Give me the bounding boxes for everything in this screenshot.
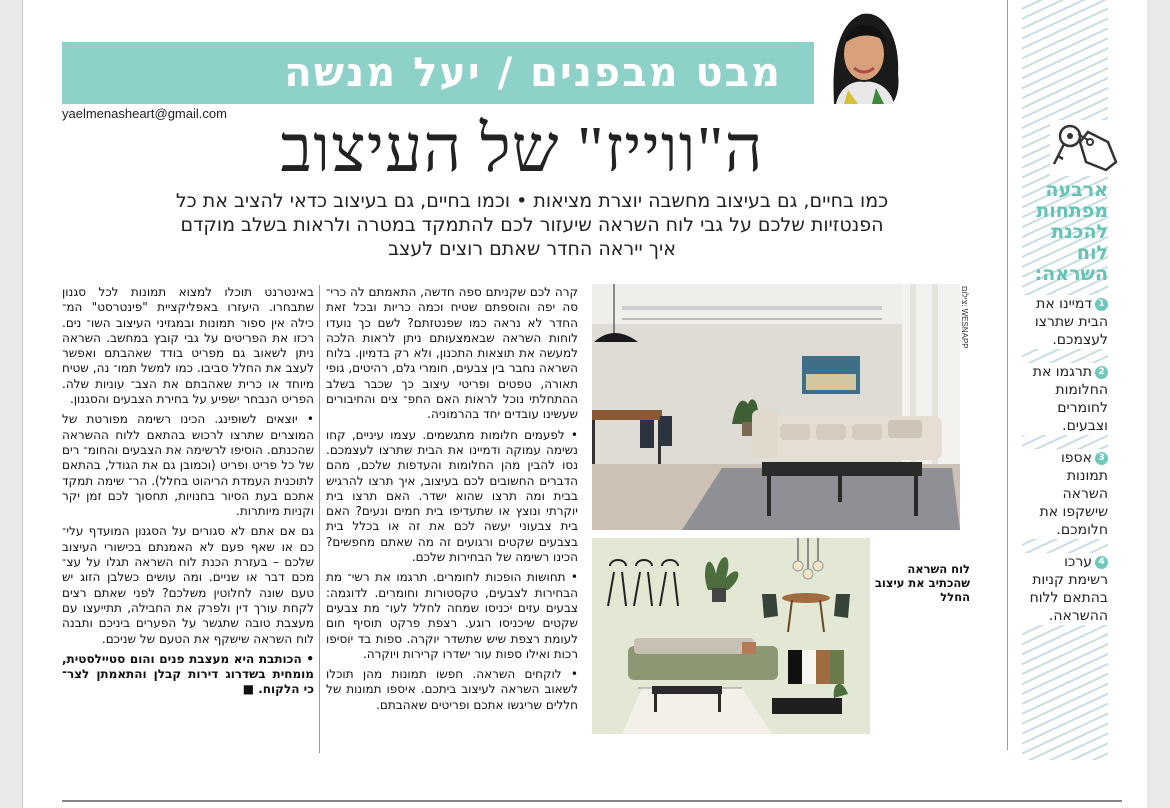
mood-board-caption: לוח השראה שהכתיב את עיצוב החלל xyxy=(874,562,970,604)
column-divider xyxy=(319,285,320,753)
step-number-badge: 2 xyxy=(1095,366,1108,379)
sidebar-box xyxy=(1022,180,1108,639)
paragraph: באינטרנט תוכלו למצוא תמונות לכל סגנון שתבחרו. היעזרו באפליקציית "פינטרסט" המ־ כילה אין ספור תמונות ובמגזיני העיצוב השו־ נים. רכזו את הפריטים על גבי קובץ במחשב. השראה ניתן לשאוב גם מפריט בודד שאהבתם ואפשר לעצב את החלל סביבו. כמו למשל תמו־ נה, שטיח מיוחד או כרית שאהבתם את הצב־ עוניות שלה. הפריט הנבחר ישפיע על בחירת הצבעים והסגנון. xyxy=(62,285,314,407)
article-title: ה"ווייז" של העיצוב xyxy=(280,113,764,186)
sidebar-title: ארבעה מפתחות להכנת לוח השראה: xyxy=(1034,179,1108,285)
sidebar-item xyxy=(1022,553,1108,625)
text-column-middle xyxy=(326,285,578,718)
text-column-left xyxy=(62,285,314,703)
paragraph: • תחושות הופכות לחומרים. תרגמו את רשי־ מת הבחירות לצבעים, טקסטורות וחומרים. לדוגמה: צבעים עזים יכניסו שמחה לחלל לעו־ מת צבעים שקטים שיכניסו רוגע. רצפת פרקט תוסיף חום לעומת רצפת שיש שתשדר יוקרה. ספות בד יוסיפו רכות ואילו ספות עור ישדרו קרירות ויוקרה. xyxy=(326,570,578,661)
paragraph: גם אם אתם לא סגורים על הסגנון המועדף עלי־ כם או שאף פעם לא האמנתם בכישורי העיצוב שלכם – בעזרת הכנת לוח השראה תגלו על עצ־ מכם דבר או שניים. ומה עושים כשלבן הזוג יש טעם שונה לחלוטין משלכם? לפני שאתם רצים לקחת עורך דין ולפרק את החבילה, תתייעצו עם מעצבת טובה שתגשר על הפערים ביניכם ותבנה לוח השראה שישקף את הטעם של שניכם. xyxy=(62,524,314,646)
newspaper-page xyxy=(22,0,1147,808)
sidebar-item xyxy=(1022,363,1108,435)
article-subtitle: כמו בחיים, גם בעיצוב מחשבה יוצרת מציאות • וכמו בחיים, גם בעיצוב כדאי להציב את כל הפנטזיות שלכם על גבי לוח השראה שיעזור לכם להתמקד במטרה ולראות בשלב מוקדם איך ייראה החדר שאתם רוצים לעצב xyxy=(175,190,889,260)
author-portrait xyxy=(814,4,910,104)
paragraph: • לוקחים השראה. חפשו תמונות מהן תוכלו לשאוב השראה לעיצוב ביתכם. איספו תמונות של חללים שריגשו אתכם ופריטים שאהבתם. xyxy=(326,667,578,712)
sidebar-item-text: ערכו רשימת קניות בהתאם ללוח ההשראה. xyxy=(1029,554,1108,624)
sidebar-item-text: דמיינו את הבית שתרצו לעצמכם. xyxy=(1034,296,1108,348)
step-number-badge: 3 xyxy=(1095,452,1108,465)
step-number-badge: 1 xyxy=(1095,298,1108,311)
bottom-rule xyxy=(62,800,1122,802)
key-tag-icon xyxy=(1050,120,1122,176)
photo-credit: צילום: WESNAPP xyxy=(960,286,969,349)
author-bio: • הכותבת היא מעצבת פנים והום סטיילסטית, מומחית בשדרוג דירות קבלן והתאמתן לצר־ כי הלקוח. ■ xyxy=(62,651,314,697)
step-number-badge: 4 xyxy=(1095,556,1108,569)
column-header-title: מבט מבפנים / יעל מנשה xyxy=(284,50,782,96)
paragraph: • לפעמים חלומות מתגשמים. עצמו עיניים, קחו נשימה עמוקה ודמיינו את הבית שתרצו לעצמכם. נסו להבין מהן החלומות והעדפות שלכם, מהם הדברים החשובים לכם בעיצוב, איך תרצו להרגיש בבית ומה תרצו שהוא ישדר. האם תרצו בית יוקרתי ונוצץ או שתעדיפו בית חמים ונעים? האם בית צבעוני יעשה לכם את זה או בכלל בית בצבעים שקטים ורגועים זה מה שאתם מחפשים? הכינו רשימה של הבחירות שלכם. xyxy=(326,427,578,565)
living-room-photo xyxy=(592,284,960,530)
sidebar-item-text: אספו תמונות השראה שישקפו את חלומכם. xyxy=(1039,450,1108,538)
paragraph: קרה לכם שקניתם ספה חדשה, התאמתם לה כרי־ סה יפה והוספתם שטיח וכמה כריות ובכל זאת החדר לא נראה כמו שפנטזתם? לשם כך נועדו לוחות השראה שבאמצעותם ניתן לראות הלכה למעשה את תוצאות התכנון, ולא רק בדמיון. בלוח השראה נחבר בין צבעים, חומרי גלם, רהיטים, גופי תאורה, טפטים ופריטי עיצוב כך שכבר בשלב ההתחלתי נוכל לראות האם החפ־ צים והחיבורים שעשינו עובדים יחד בהרמוניה. xyxy=(326,285,578,422)
sidebar-divider xyxy=(1007,0,1008,750)
mood-board-image xyxy=(592,538,870,734)
sidebar-item xyxy=(1022,295,1108,349)
paragraph: • יוצאים לשופינג. הכינו רשימה מפורטת של המוצרים שתרצו לרכוש בהתאם ללוח ההשראה שהכנתם. הוסיפו לרשימה את הצבעים והחומ־ רים של כל פריט ופריט (וכמובן גם את הגודל, בהתאם לתוכנית העמדת הריהוט בחלל). הר־ שימה תמקד אתכם בעת הסיור בחנויות, תחסוך לכם זמן יקר וקניות מיותרות. xyxy=(62,412,314,519)
sidebar-item-text: תרגמו את החלומות לחומרים וצבעים. xyxy=(1032,364,1108,434)
sidebar-item xyxy=(1022,449,1108,539)
author-email[interactable]: yaelmenasheart@gmail.com xyxy=(62,106,227,121)
